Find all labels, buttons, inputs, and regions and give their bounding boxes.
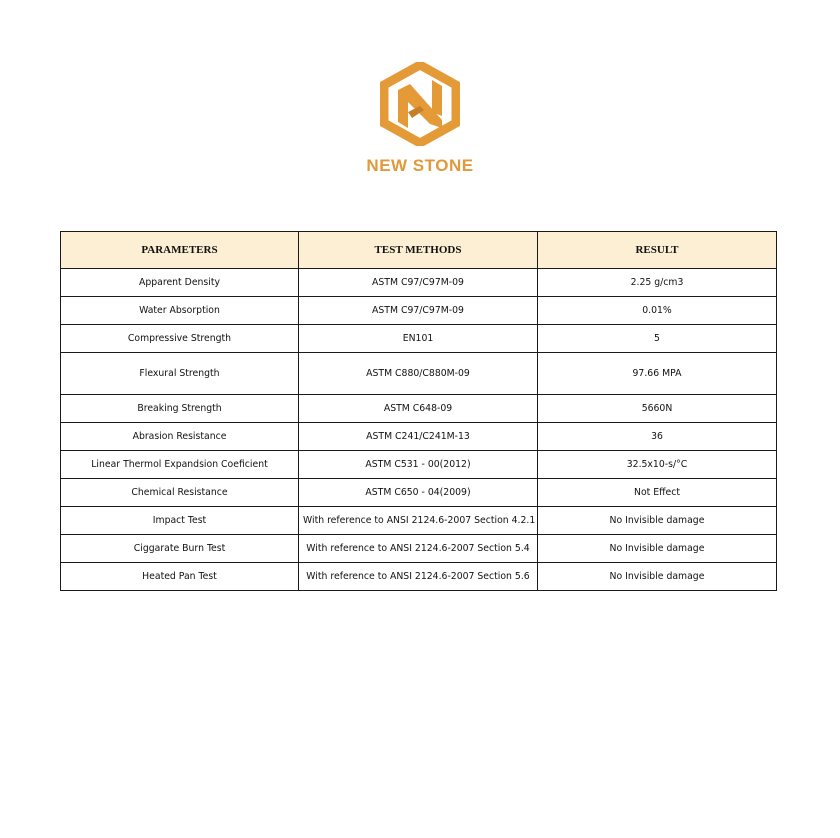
parameter-cell: Chemical Resistance [61,479,299,507]
method-cell: ASTM C650 - 04(2009) [299,479,538,507]
parameter-cell: Apparent Density [61,269,299,297]
brand-logo [0,62,840,176]
method-cell: With reference to ANSI 2124.6-2007 Section 5.6 [299,563,538,591]
result-cell: Not Effect [538,479,777,507]
result-cell: No Invisible damage [538,507,777,535]
header-result: RESULT [538,232,777,269]
parameter-cell: Abrasion Resistance [61,423,299,451]
new-stone-logo-icon [380,62,460,146]
result-cell: 2.25 g/cm3 [538,269,777,297]
parameter-cell: Flexural Strength [61,353,299,395]
table-row [61,325,777,353]
result-cell: 97.66 MPA [538,353,777,395]
table-row [61,353,777,395]
parameter-cell: Compressive Strength [61,325,299,353]
table-header-row [61,232,777,269]
table-row [61,297,777,325]
header-parameters: PARAMETERS [61,232,299,269]
parameter-cell: Heated Pan Test [61,563,299,591]
method-cell: With reference to ANSI 2124.6-2007 Section 4.2.1 [299,507,538,535]
brand-name: NEW STONE [366,156,474,175]
table-row [61,395,777,423]
specifications-table [60,231,777,591]
result-cell: No Invisible damage [538,563,777,591]
method-cell: EN101 [299,325,538,353]
table-row [61,563,777,591]
parameter-cell: Impact Test [61,507,299,535]
method-cell: ASTM C241/C241M-13 [299,423,538,451]
method-cell: With reference to ANSI 2124.6-2007 Section 5.4 [299,535,538,563]
method-cell: ASTM C531 - 00(2012) [299,451,538,479]
table-row [61,269,777,297]
result-cell: 5660N [538,395,777,423]
result-cell: 5 [538,325,777,353]
result-cell: 0.01% [538,297,777,325]
table-row [61,507,777,535]
method-cell: ASTM C880/C880M-09 [299,353,538,395]
result-cell: 36 [538,423,777,451]
parameter-cell: Linear Thermol Expandsion Coeficient [61,451,299,479]
table-row [61,451,777,479]
parameter-cell: Breaking Strength [61,395,299,423]
header-test-methods: TEST METHODS [299,232,538,269]
table-row [61,535,777,563]
method-cell: ASTM C97/C97M-09 [299,269,538,297]
table-row [61,423,777,451]
method-cell: ASTM C648-09 [299,395,538,423]
parameter-cell: Water Absorption [61,297,299,325]
method-cell: ASTM C97/C97M-09 [299,297,538,325]
result-cell: 32.5x10-s/°C [538,451,777,479]
table-row [61,479,777,507]
parameter-cell: Ciggarate Burn Test [61,535,299,563]
result-cell: No Invisible damage [538,535,777,563]
